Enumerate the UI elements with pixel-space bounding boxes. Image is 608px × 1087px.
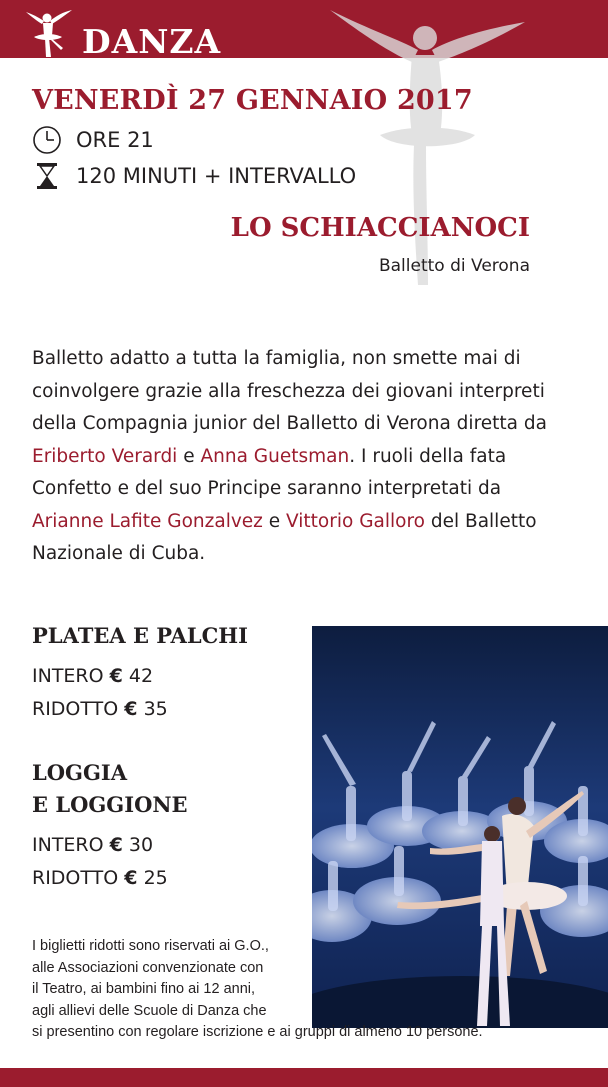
artist-name: Arianne Lafite Gonzalvez [32,510,263,532]
description-text: e [177,445,201,467]
company-name: Balletto di Verona [378,256,530,276]
event-time: ORE 21 [76,128,154,152]
event-duration: 120 MINUTI + INTERVALLO [76,164,357,188]
euro-symbol: € [109,834,123,856]
artist-name: Anna Guetsman [200,445,350,467]
euro-symbol: € [109,665,123,687]
note-line: agli allievi delle Scuole di Danza che [32,1002,267,1019]
price-heading-platea: PLATEA E PALCHI [32,623,248,648]
event-time-row [32,125,154,155]
note-line: il Teatro, ai bambini fino ai 12 anni, [32,981,256,997]
price-intero-platea [32,660,153,692]
show-title: LO SCHIACCIANOCI [230,213,530,243]
note-line: si presentino con regolare iscrizione e ai gruppi di almeno 10 persone. [32,1024,483,1040]
price-label: INTERO [32,834,104,856]
discount-note [32,936,532,1044]
ballerina-silhouette-icon [24,6,74,58]
price-ridotto-loggia [32,862,168,894]
footer-bar [0,1068,608,1087]
event-duration-row [32,161,356,191]
clock-icon [32,125,62,155]
section-title: DANZA [82,22,222,61]
price-value: 25 [143,867,168,889]
price-label: RIDOTTO [32,867,119,889]
price-heading-loggia-line1: LOGGIA [32,760,128,785]
description-text: e [262,510,287,532]
description-text: . I ruoli della fata Confetto e del suo Principe saranno interpretati da [32,445,507,499]
note-line: alle Associazioni convenzionate con [32,959,264,976]
price-ridotto-platea [32,693,168,725]
event-date: VENERDÌ 27 GENNAIO 2017 [32,85,473,116]
description-text: Balletto adatto a tutta la famiglia, non smette mai di coinvolgere grazie alla freschezza dei giovani interpreti della Compagnia junior del Balletto di Verona diretta da [32,348,547,434]
euro-symbol: € [124,867,138,889]
hourglass-icon [32,161,62,191]
description [32,343,552,571]
artist-name: Eriberto Verardi [32,445,178,467]
price-value: 30 [128,834,154,856]
dancer-watermark [300,0,550,290]
description-text: del Balletto Nazionale di Cuba. [32,510,537,564]
price-intero-loggia [32,829,153,861]
price-label: INTERO [32,665,104,687]
price-value: 42 [128,665,154,687]
euro-symbol: € [124,698,138,720]
note-line: I biglietti ridotti sono riservati ai G.O., [32,938,269,954]
artist-name: Vittorio Galloro [286,510,425,532]
price-value: 35 [143,698,168,720]
price-heading-loggia-line2: E LOGGIONE [32,792,188,817]
price-label: RIDOTTO [32,698,119,720]
